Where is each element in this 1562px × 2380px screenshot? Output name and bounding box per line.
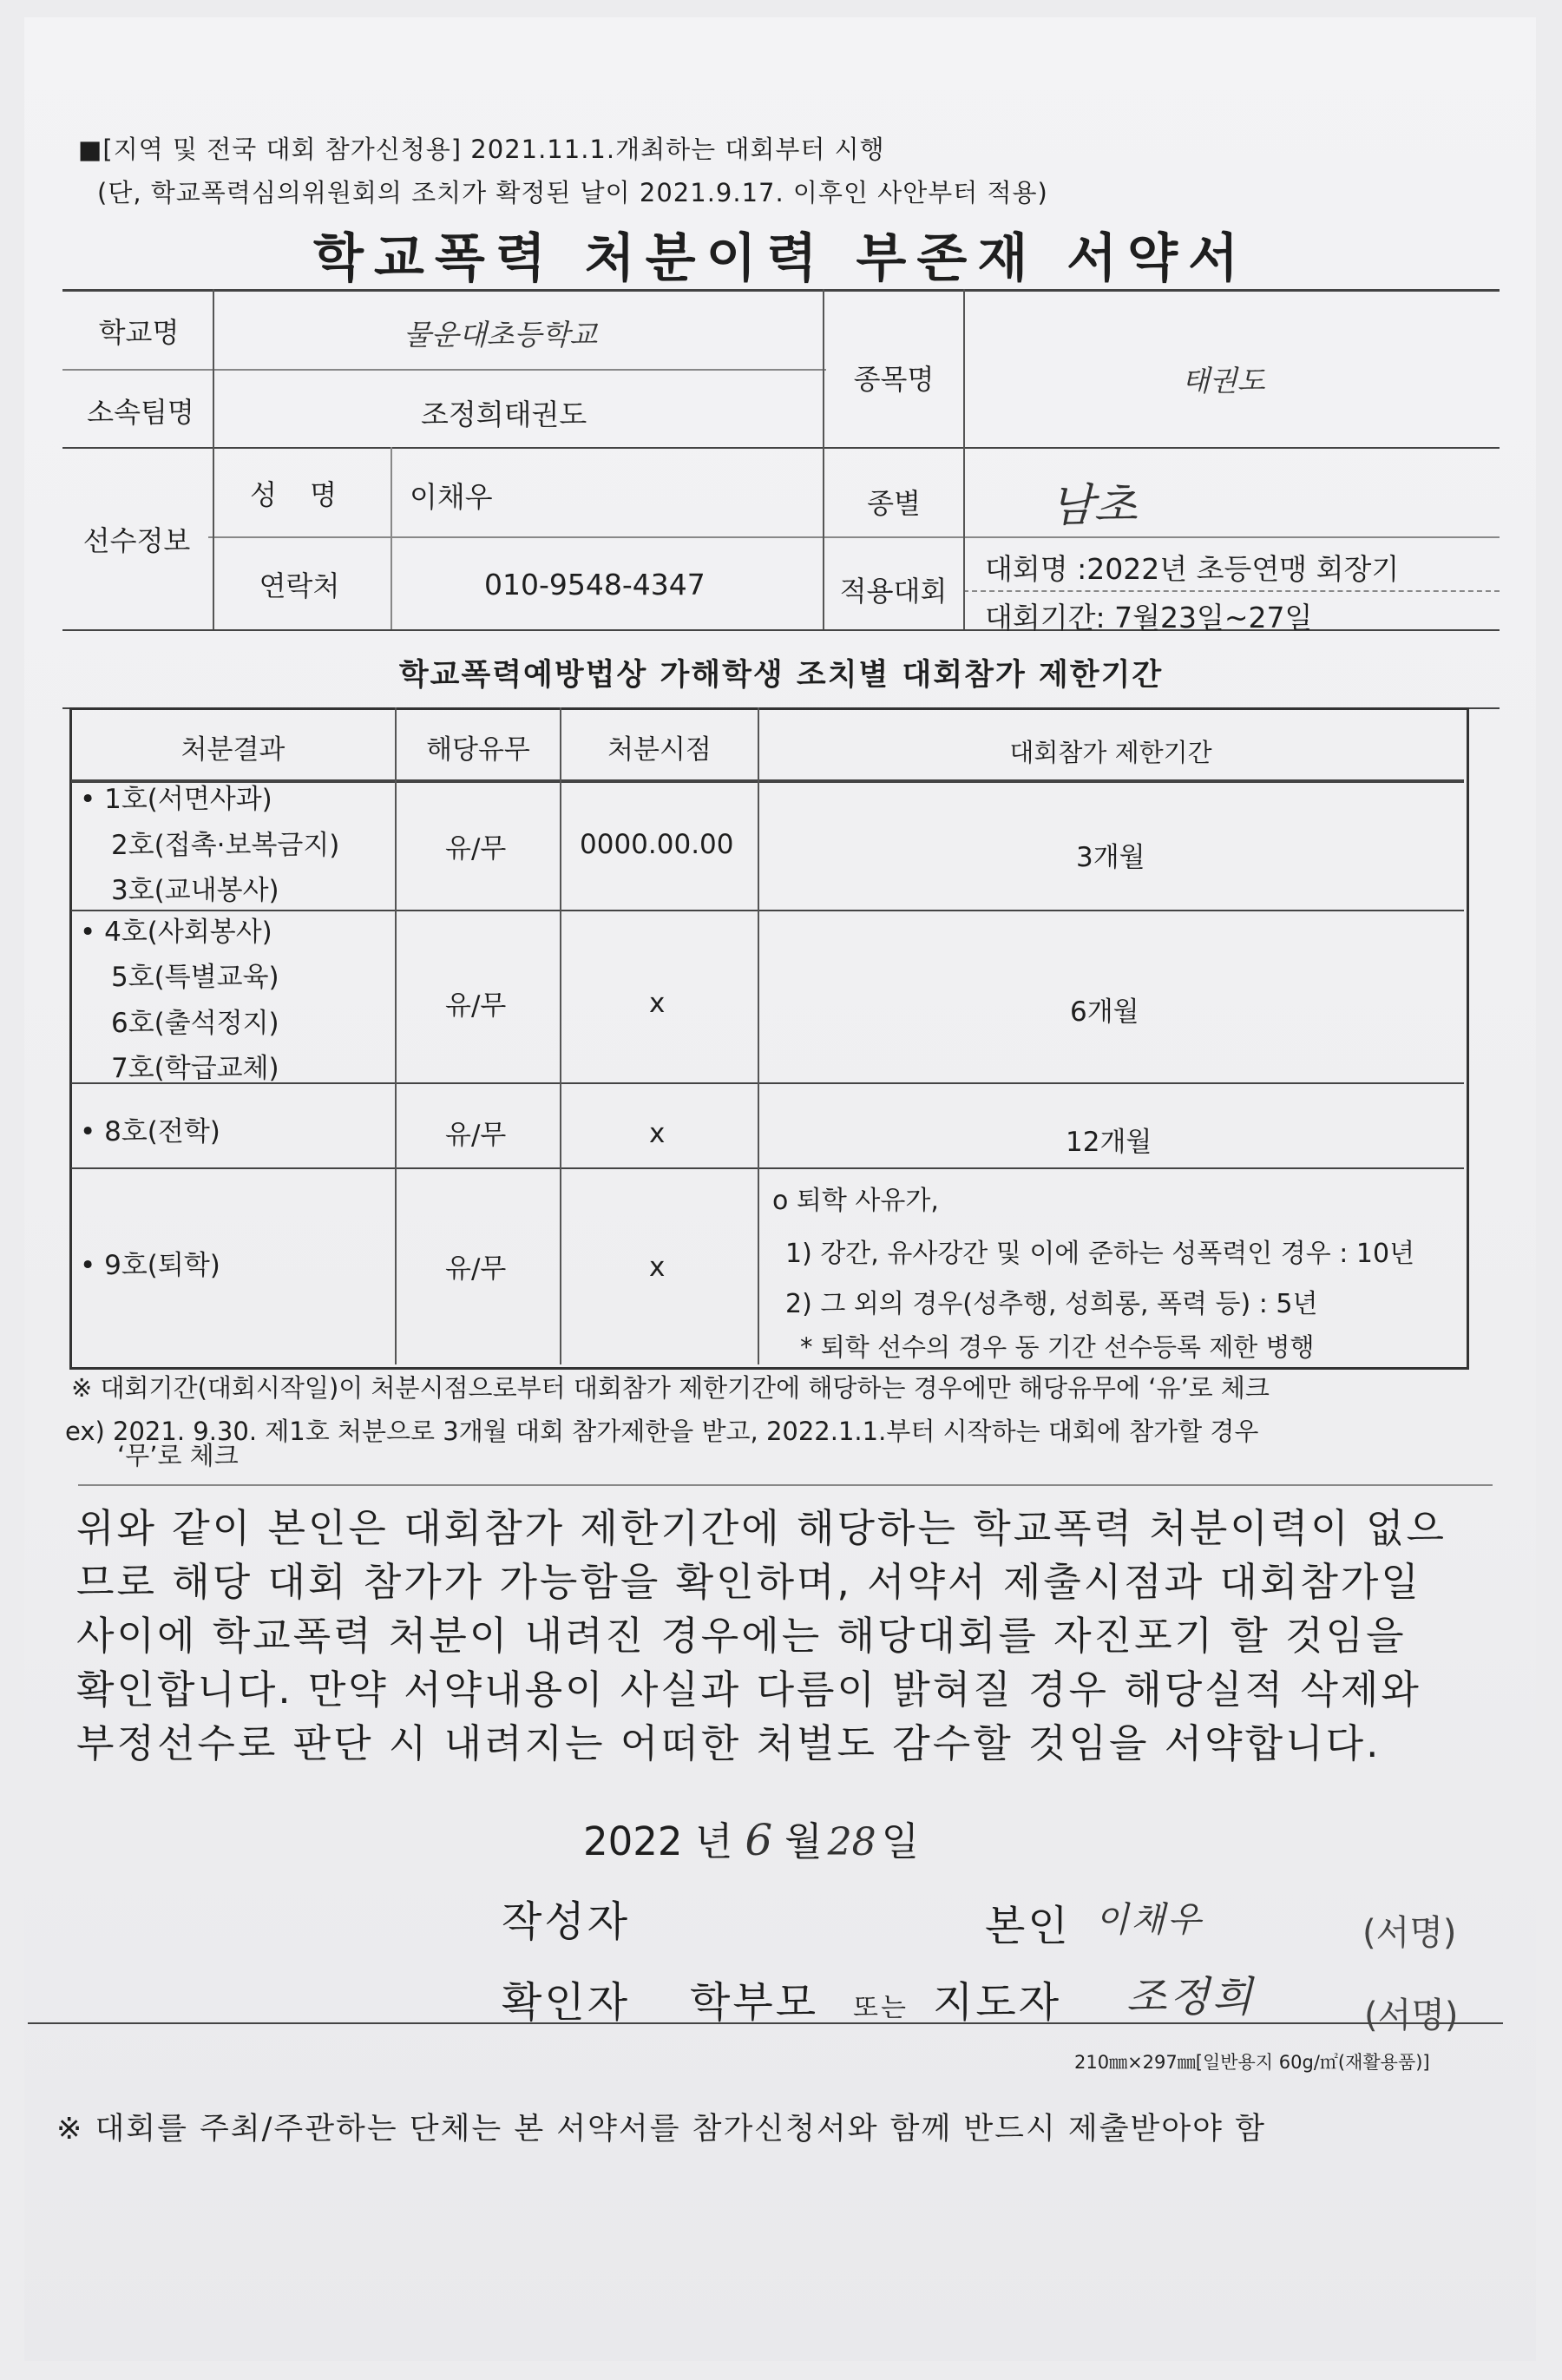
col-header-applicable: 해당유무 — [426, 734, 530, 766]
gender-value: 남초 — [1050, 480, 1138, 532]
date-cell: x — [649, 1118, 666, 1149]
school-value: 물운대초등학교 — [404, 318, 598, 352]
table-row-line — [71, 1082, 1464, 1084]
period-cell-line: * 퇴학 선수의 경우 동 기간 선수등록 제한 병행 — [800, 1332, 1315, 1362]
confirmer-label: 확인자 — [502, 1978, 631, 2027]
header-subnotice: (단, 학교폭력심의위원회의 조치가 확정된 날이 2021.9.17. 이후인 사안부터 적용) — [97, 178, 1048, 207]
paper-spec: 210㎜×297㎜[일반용지 60g/㎡(재활용품)] — [1074, 2052, 1430, 2073]
period-cell-line: 2) 그 외의 경우(성추행, 성희롱, 폭력 등) : 5년 — [785, 1289, 1318, 1319]
declaration-line: 확인합니다. 만약 서약내용이 사실과 다름이 밝혀질 경우 해당실적 삭제와 — [76, 1667, 1421, 1713]
footer-note: ※ 대회를 주최/주관하는 단체는 본 서약서를 참가신청서와 함께 반드시 제출받아야 함 — [56, 2112, 1266, 2147]
info-divider — [62, 369, 826, 371]
table-row-item: • 4호(사회봉사) — [80, 917, 272, 948]
player-info-label: 선수정보 — [82, 524, 191, 557]
parent-label: 학부모 — [690, 1978, 819, 2027]
header-notice: ■[지역 및 전국 대회 참가신청용] 2021.11.1.개최하는 대회부터 시행 — [78, 135, 885, 164]
declaration-paragraph — [76, 1502, 1482, 1771]
table-row-item: • 8호(전학) — [80, 1116, 220, 1147]
col-header-result: 처분결과 — [180, 734, 285, 766]
info-top-border — [62, 289, 1500, 292]
date-cell: 0000.00.00 — [580, 829, 734, 860]
period-cell: 3개월 — [1076, 842, 1145, 873]
event-period: 대회기간: 7월23일~27일 — [985, 601, 1313, 634]
table-header-line — [71, 779, 1464, 783]
date-day-unit: 일 — [881, 1818, 920, 1864]
applicable-cell: 유/무 — [445, 1120, 507, 1151]
author-label: 작성자 — [502, 1897, 631, 1946]
table-row-item: • 1호(서면사과) — [80, 784, 272, 815]
coach-label: 지도자 — [933, 1978, 1062, 2027]
table-row-item: 3호(교내봉사) — [111, 875, 279, 906]
table-row-line — [71, 1167, 1464, 1169]
note-example: ex) 2021. 9.30. 제1호 처분으로 3개월 대회 참가제한을 받고, 2022.1.1.부터 시작하는 대회에 참가할 경우 — [65, 1417, 1259, 1446]
date-year-unit: 년 — [694, 1818, 733, 1864]
info-col-line — [823, 289, 824, 629]
declaration-line: 사이에 학교폭력 처분이 내려진 경우에는 해당대회를 자진포기 할 것임을 — [76, 1613, 1407, 1659]
table-col-line — [395, 707, 397, 1364]
coach-signature: 조정희 — [1126, 1973, 1256, 2022]
col-header-period: 대회참가 제한기간 — [1009, 738, 1212, 767]
team-value: 조정희태권도 — [421, 398, 587, 431]
date-cell: x — [649, 988, 666, 1019]
team-label: 소속팀명 — [87, 396, 194, 429]
contact-label: 연락처 — [259, 569, 340, 602]
declaration-line: 위와 같이 본인은 대회참가 제한기간에 해당하는 학교폭력 처분이력이 없으 — [76, 1505, 1447, 1551]
table-row-item: 2호(접촉·보복금지) — [111, 830, 340, 861]
school-label: 학교명 — [98, 316, 180, 349]
sign-mark: (서명) — [1364, 1995, 1459, 2035]
table-col-line — [560, 707, 561, 1364]
contact-value: 010-9548-4347 — [484, 568, 706, 602]
applicable-cell: 유/무 — [445, 1253, 507, 1285]
declaration-line: 므로 해당 대회 참가가 가능함을 확인하며, 서약서 제출시점과 대회참가일 — [76, 1559, 1421, 1605]
table-row-item: 6호(출석정지) — [111, 1008, 279, 1039]
info-col-line — [213, 289, 214, 629]
date-month-unit: 월 — [784, 1818, 823, 1864]
date-cell: x — [649, 1252, 666, 1283]
self-label: 본인 — [985, 1902, 1071, 1950]
sport-label: 종목명 — [853, 363, 935, 396]
name-value: 이채우 — [410, 480, 493, 514]
info-col-line — [390, 447, 392, 629]
event-name: 대회명 :2022년 초등연맹 회장기 — [985, 552, 1400, 586]
self-signature: 이채우 — [1095, 1900, 1204, 1940]
note-example-end: ‘무’로 체크 — [117, 1441, 239, 1470]
note-text: ※ 대회기간(대회시작일)이 처분시점으로부터 대회참가 제한기간에 해당하는 경우에만 해당유무에 ‘유’로 체크 — [71, 1373, 1270, 1403]
table-row-item: 7호(학급교체) — [111, 1053, 279, 1084]
restriction-table — [69, 707, 1469, 1370]
signing-date — [583, 1810, 919, 1866]
signature-divider — [28, 2022, 1503, 2024]
period-cell: 12개월 — [1066, 1127, 1152, 1158]
applicable-cell: 유/무 — [445, 990, 507, 1022]
period-cell-line: 1) 강간, 유사강간 및 이에 준하는 성폭력인 경우 : 10년 — [785, 1239, 1415, 1269]
gender-label: 종별 — [867, 487, 921, 520]
date-month: 6 — [745, 1815, 773, 1865]
info-col-line — [963, 289, 965, 629]
table-col-line — [758, 707, 759, 1364]
table-row-item: 5호(특별교육) — [111, 962, 279, 993]
info-divider — [208, 536, 1500, 538]
sign-mark: (서명) — [1362, 1913, 1457, 1953]
period-cell-line: o 퇴학 사유가, — [772, 1186, 939, 1216]
applicable-cell: 유/무 — [445, 833, 507, 865]
info-divider — [62, 447, 1500, 449]
restriction-subtitle: 학교폭력예방법상 가해학생 조치별 대회참가 제한기간 — [398, 658, 1164, 693]
declaration-line: 부정선수로 판단 시 내려지는 어떠한 처벌도 감수할 것임을 서약합니다. — [76, 1720, 1382, 1766]
event-label: 적용대회 — [839, 575, 948, 608]
info-divider — [963, 590, 1500, 592]
period-cell: 6개월 — [1070, 996, 1139, 1028]
date-year: 2022 — [583, 1818, 683, 1864]
or-label: 또는 — [853, 1993, 909, 2023]
document-title: 학교폭력 처분이력 부존재 서약서 — [312, 228, 1250, 289]
table-row-item: • 9호(퇴학) — [80, 1250, 220, 1281]
notes-divider — [78, 1484, 1493, 1486]
sport-value: 태권도 — [1182, 364, 1265, 398]
col-header-date: 처분시점 — [607, 734, 712, 766]
date-day: 28 — [827, 1820, 876, 1864]
table-row-line — [71, 910, 1464, 911]
name-label: 성 명 — [250, 478, 349, 511]
